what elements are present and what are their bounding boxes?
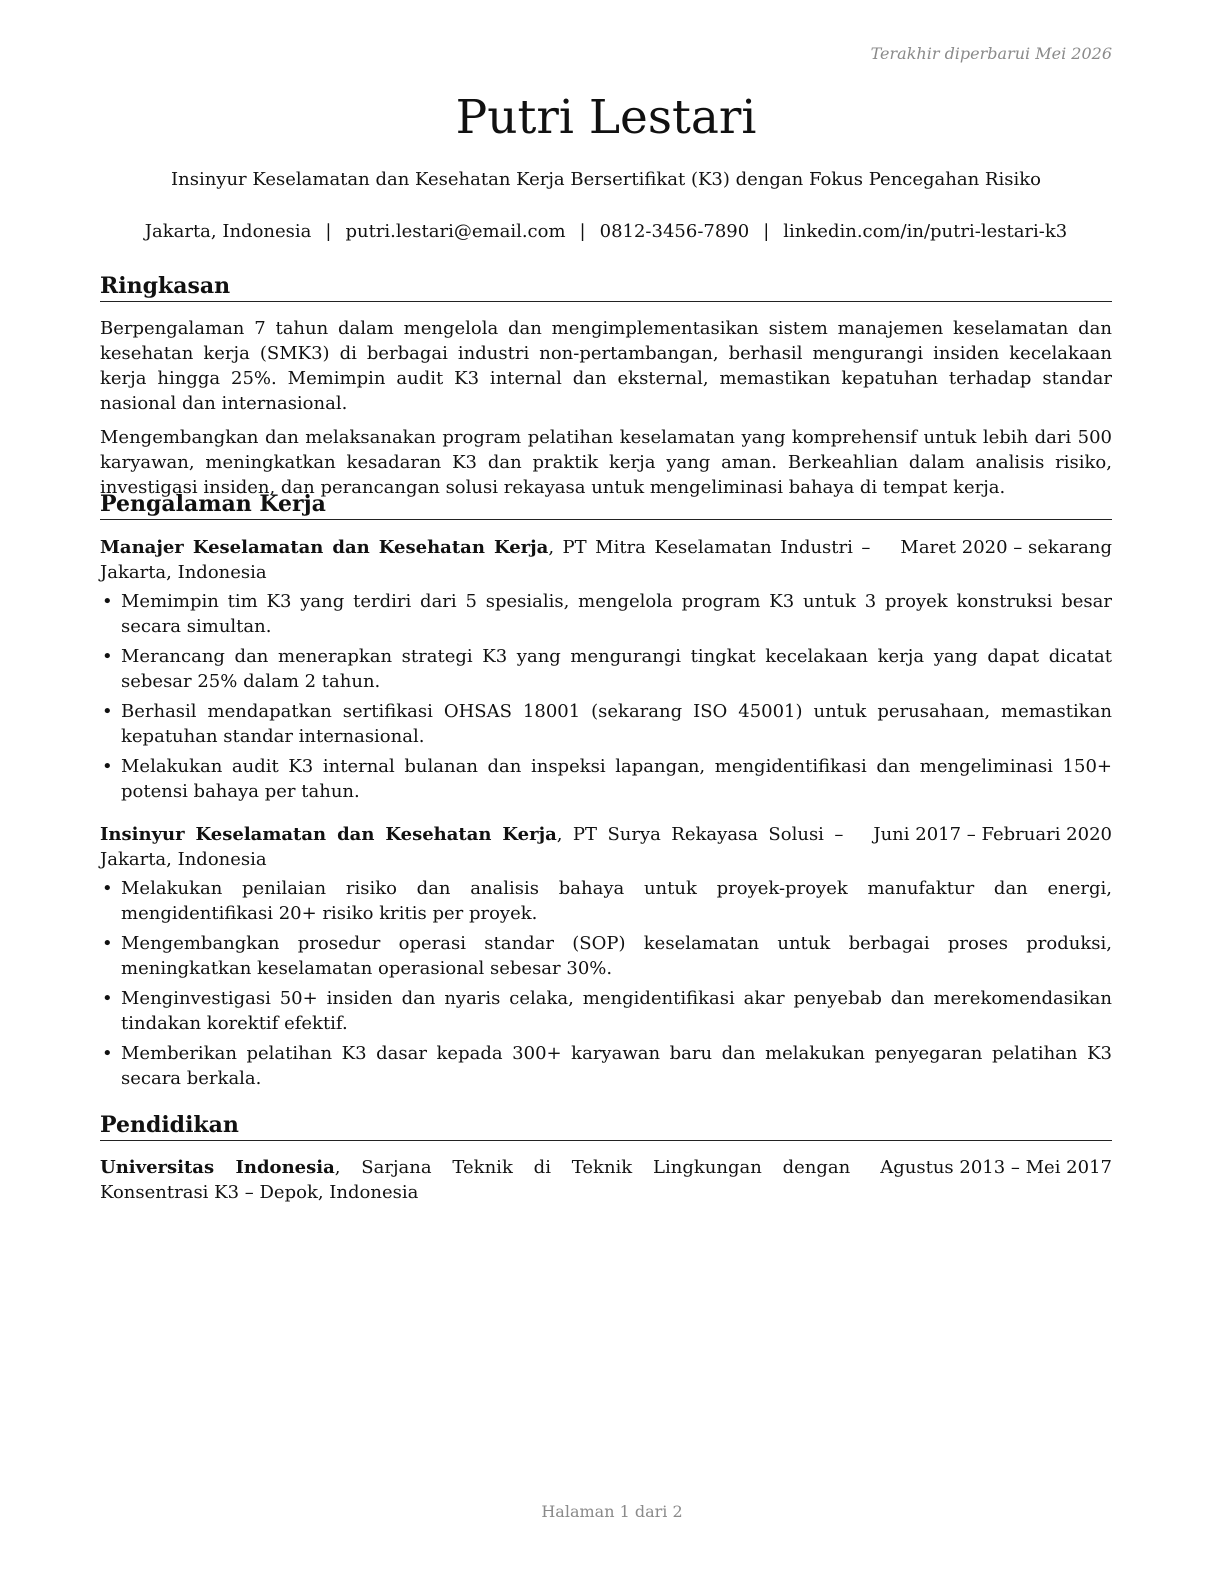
experience-heading: Pengalaman Kerja <box>100 489 1112 520</box>
bullet-text: Melakukan audit K3 internal bulanan dan inspeksi lapangan, mengidentifikasi dan mengeliminasi 150+ potensi bahaya per tahun. <box>121 756 1112 802</box>
contact-separator: | <box>579 221 586 242</box>
job-dates: Juni 2017 – Februari 2020 <box>873 824 1112 845</box>
bullet-icon: • <box>102 933 113 954</box>
contact-line <box>100 220 1112 244</box>
bullet-text: Memberikan pelatihan K3 dasar kepada 300+ karyawan baru dan melakukan penyegaran pelatihan K3 secara berkala. <box>121 1043 1112 1089</box>
list-item <box>100 589 1112 639</box>
bullet-text: Mengembangkan prosedur operasi standar (SOP) keselamatan untuk berbagai proses produksi, meningkatkan keselamatan operasional sebesar 30%. <box>121 933 1112 979</box>
list-item <box>100 754 1112 804</box>
contact-location: Jakarta, Indonesia <box>144 221 312 242</box>
bullet-icon: • <box>102 756 113 777</box>
bullet-text: Melakukan penilaian risiko dan analisis bahaya untuk proyek-proyek manufaktur dan energi, mengidentifikasi 20+ risiko kritis per proyek. <box>121 878 1112 924</box>
summary-section <box>100 271 1112 500</box>
job-title-company <box>100 822 843 872</box>
education-header <box>100 1155 1112 1205</box>
job-entry <box>100 822 1112 1091</box>
bullet-icon: • <box>102 878 113 899</box>
list-item <box>100 1041 1112 1091</box>
bullet-text: Memimpin tim K3 yang terdiri dari 5 spesialis, mengelola program K3 untuk 3 proyek konstruksi besar secara simultan. <box>121 591 1112 637</box>
job-title: Manajer Keselamatan dan Kesehatan Kerja <box>100 537 549 558</box>
job-header <box>100 535 1112 585</box>
contact-phone: 0812-3456-7890 <box>599 221 750 242</box>
job-company-location: , PT Surya Rekayasa Solusi – Jakarta, Indonesia <box>100 824 844 870</box>
education-section <box>100 1110 1112 1205</box>
job-bullets <box>100 589 1112 804</box>
bullet-icon: • <box>102 591 113 612</box>
bullet-icon: • <box>102 1043 113 1064</box>
education-institution: Universitas Indonesia <box>100 1157 335 1178</box>
list-item <box>100 986 1112 1036</box>
last-updated-note: Terakhir diperbarui Mei 2026 <box>870 44 1112 63</box>
bullet-icon: • <box>102 646 113 667</box>
education-degree-location: , Sarjana Teknik di Teknik Lingkungan dengan Konsentrasi K3 – Depok, Indonesia <box>100 1157 851 1203</box>
list-item <box>100 876 1112 926</box>
education-dates: Agustus 2013 – Mei 2017 <box>880 1157 1112 1178</box>
job-dates: Maret 2020 – sekarang <box>900 537 1112 558</box>
bullet-text: Menginvestigasi 50+ insiden dan nyaris celaka, mengidentifikasi akar penyebab dan merekomendasikan tindakan korektif efektif. <box>121 988 1112 1034</box>
summary-paragraph: Berpengalaman 7 tahun dalam mengelola dan mengimplementasikan sistem manajemen keselamatan dan kesehatan kerja (SMK3) di berbagai industri non-pertambangan, berhasil mengurangi insiden kecelakaan kerja hingga 25%. Memimpin audit K3 internal dan eksternal, memastikan kepatuhan terhadap standar nasional dan internasional. <box>100 318 1112 414</box>
bullet-text: Merancang dan menerapkan strategi K3 yang mengurangi tingkat kecelakaan kerja yang dapat dicatat sebesar 25% dalam 2 tahun. <box>121 646 1112 692</box>
list-item <box>100 931 1112 981</box>
summary-heading: Ringkasan <box>100 271 1112 302</box>
job-bullets <box>100 876 1112 1091</box>
candidate-name: Putri Lestari <box>455 90 757 145</box>
professional-headline: Insinyur Keselamatan dan Kesehatan Kerja Bersertifikat (K3) dengan Fokus Pencegahan Risiko <box>171 169 1041 190</box>
job-title-company <box>100 535 870 585</box>
list-item <box>100 699 1112 749</box>
contact-email[interactable]: putri.lestari@email.com <box>345 221 566 242</box>
job-header <box>100 822 1112 872</box>
contact-separator: | <box>763 221 770 242</box>
bullet-icon: • <box>102 701 113 722</box>
contact-separator: | <box>325 221 332 242</box>
contact-linkedin[interactable]: linkedin.com/in/putri-lestari-k3 <box>783 221 1068 242</box>
experience-section <box>100 489 1112 1096</box>
job-title: Insinyur Keselamatan dan Kesehatan Kerja <box>100 824 557 845</box>
summary-paragraph: Mengembangkan dan melaksanakan program pelatihan keselamatan yang komprehensif untuk lebih dari 500 karyawan, meningkatkan kesadaran K3 dan praktik kerja yang aman. Berkeahlian dalam analisis risiko, investigasi insiden, dan perancangan solusi rekayasa untuk mengeliminasi bahaya di tempat kerja. <box>100 427 1112 498</box>
page-number: Halaman 1 dari 2 <box>541 1502 683 1521</box>
bullet-icon: • <box>102 988 113 1009</box>
education-entry <box>100 1155 1112 1205</box>
job-entry <box>100 535 1112 804</box>
bullet-text: Berhasil mendapatkan sertifikasi OHSAS 18001 (sekarang ISO 45001) untuk perusahaan, memastikan kepatuhan standar internasional. <box>121 701 1112 747</box>
education-heading: Pendidikan <box>100 1110 1112 1141</box>
education-institution-degree <box>100 1155 850 1205</box>
job-company-location: , PT Mitra Keselamatan Industri – Jakarta, Indonesia <box>100 537 871 583</box>
list-item <box>100 644 1112 694</box>
